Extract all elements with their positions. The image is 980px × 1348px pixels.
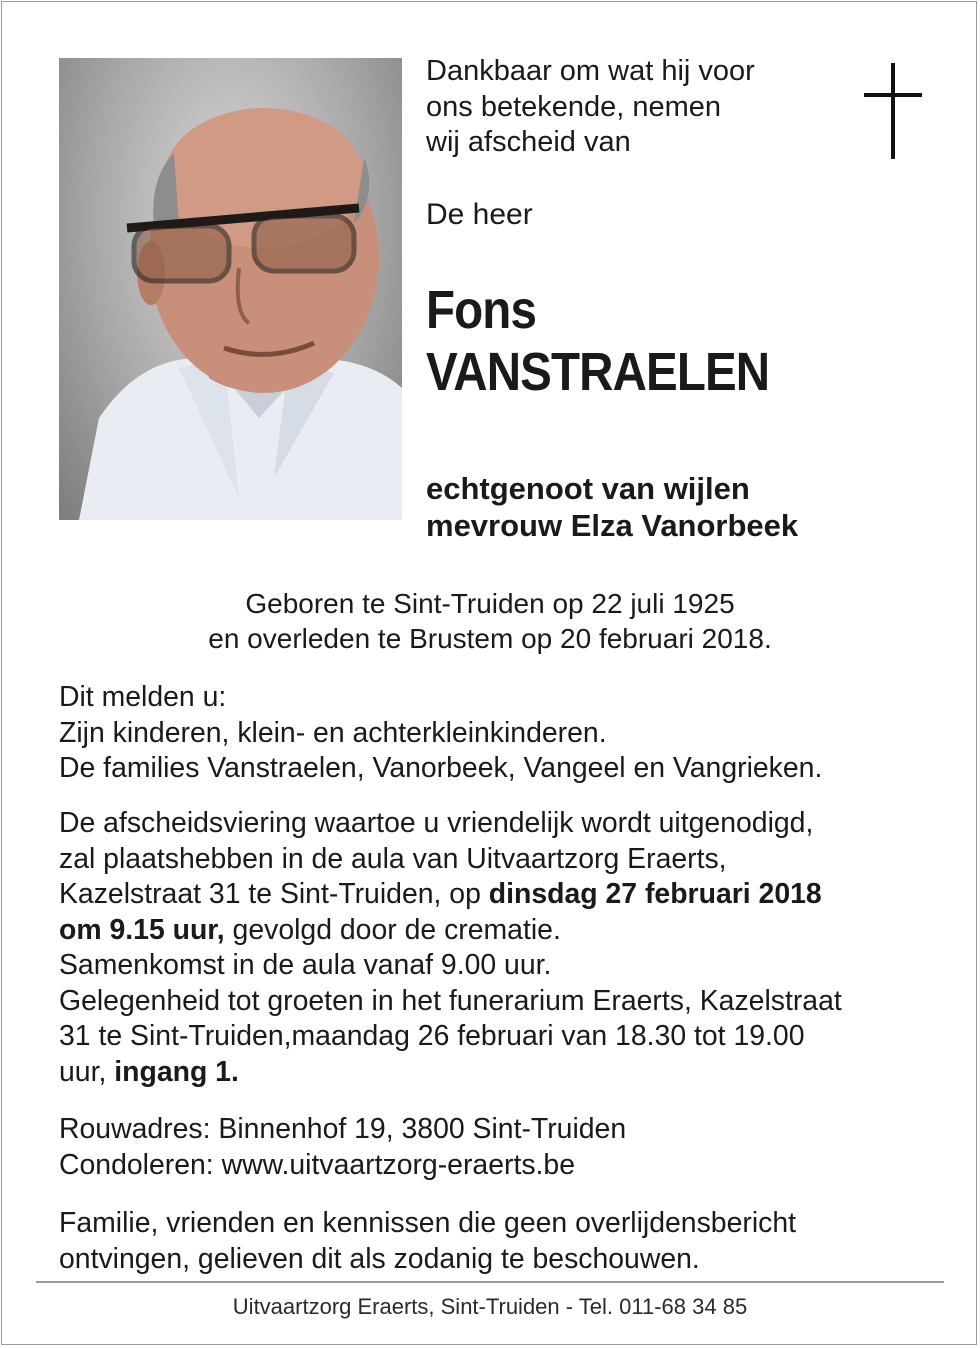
closing-block	[59, 1206, 796, 1277]
ceremony-line: Gelegenheid tot groeten in het funerarium Eraerts, Kazelstraat	[59, 984, 842, 1017]
first-name: Fons	[426, 280, 536, 340]
ceremony-line	[59, 913, 842, 949]
footer-text: Uitvaartzorg Eraerts, Sint-Truiden - Tel. 011-68 34 85	[232, 1294, 748, 1319]
death-line: en overleden te Brustem op 20 februari 2018.	[208, 622, 772, 654]
announcers-line: De families Vanstraelen, Vanorbeek, Vangeel en Vangrieken.	[59, 752, 823, 784]
last-name: VANSTRAELEN	[426, 342, 770, 402]
ceremony-line	[59, 877, 842, 913]
mourning-address: Rouwadres: Binnenhof 19, 3800 Sint-Truiden	[59, 1113, 627, 1145]
announcers-block	[59, 680, 822, 787]
ceremony-line: De afscheidsviering waartoe u vriendelijk wordt uitgenodigd,	[59, 807, 814, 839]
announcers-line: Zijn kinderen, klein- en achterkleinkinderen.	[59, 716, 607, 749]
spouse-info	[426, 470, 798, 544]
portrait-photo	[59, 58, 402, 520]
ceremony-text: Kazelstraat 31 te Sint-Truiden, op	[59, 878, 489, 910]
honorific-text: De heer	[426, 198, 533, 231]
spouse-line: echtgenoot van wijlen	[426, 471, 750, 506]
birth-line: Geboren te Sint-Truiden op 22 juli 1925	[245, 588, 735, 619]
intro-text	[426, 54, 755, 161]
ceremony-date: dinsdag 27 februari 2018	[488, 878, 822, 910]
ceremony-block	[59, 806, 842, 1090]
ceremony-text: gevolgd door de crematie.	[224, 913, 561, 946]
ceremony-line: Samenkomst in de aula vanaf 9.00 uur.	[59, 949, 552, 981]
announcers-line: Dit melden u:	[59, 681, 227, 713]
contact-block	[59, 1112, 626, 1183]
footer-divider	[36, 1281, 944, 1283]
ceremony-text: uur,	[59, 1055, 115, 1088]
intro-line: wij afscheid van	[426, 126, 631, 158]
spouse-line: mevrouw Elza Vanorbeek	[426, 508, 799, 543]
closing-line: Familie, vrienden en kennissen die geen overlijdensbericht	[59, 1207, 797, 1239]
ceremony-line: zal plaatshebben in de aula van Uitvaartzorg Eraerts,	[59, 842, 727, 875]
ceremony-time: om 9.15 uur,	[59, 913, 225, 946]
condolence-link[interactable]: Condoleren: www.uitvaartzorg-eraerts.be	[59, 1148, 576, 1181]
ceremony-line	[59, 1055, 842, 1091]
deceased-name	[426, 279, 769, 403]
cross-icon	[864, 63, 922, 159]
ceremony-line: 31 te Sint-Truiden,maandag 26 februari van 18.30 tot 19.00	[59, 1020, 805, 1052]
birth-death-dates	[0, 587, 980, 656]
closing-line: ontvingen, gelieven dit als zodanig te beschouwen.	[59, 1242, 700, 1275]
intro-line: ons betekende, nemen	[426, 90, 722, 123]
intro-line: Dankbaar om wat hij voor	[426, 55, 755, 87]
ceremony-entrance: ingang 1.	[114, 1055, 239, 1088]
honorific	[426, 197, 533, 233]
